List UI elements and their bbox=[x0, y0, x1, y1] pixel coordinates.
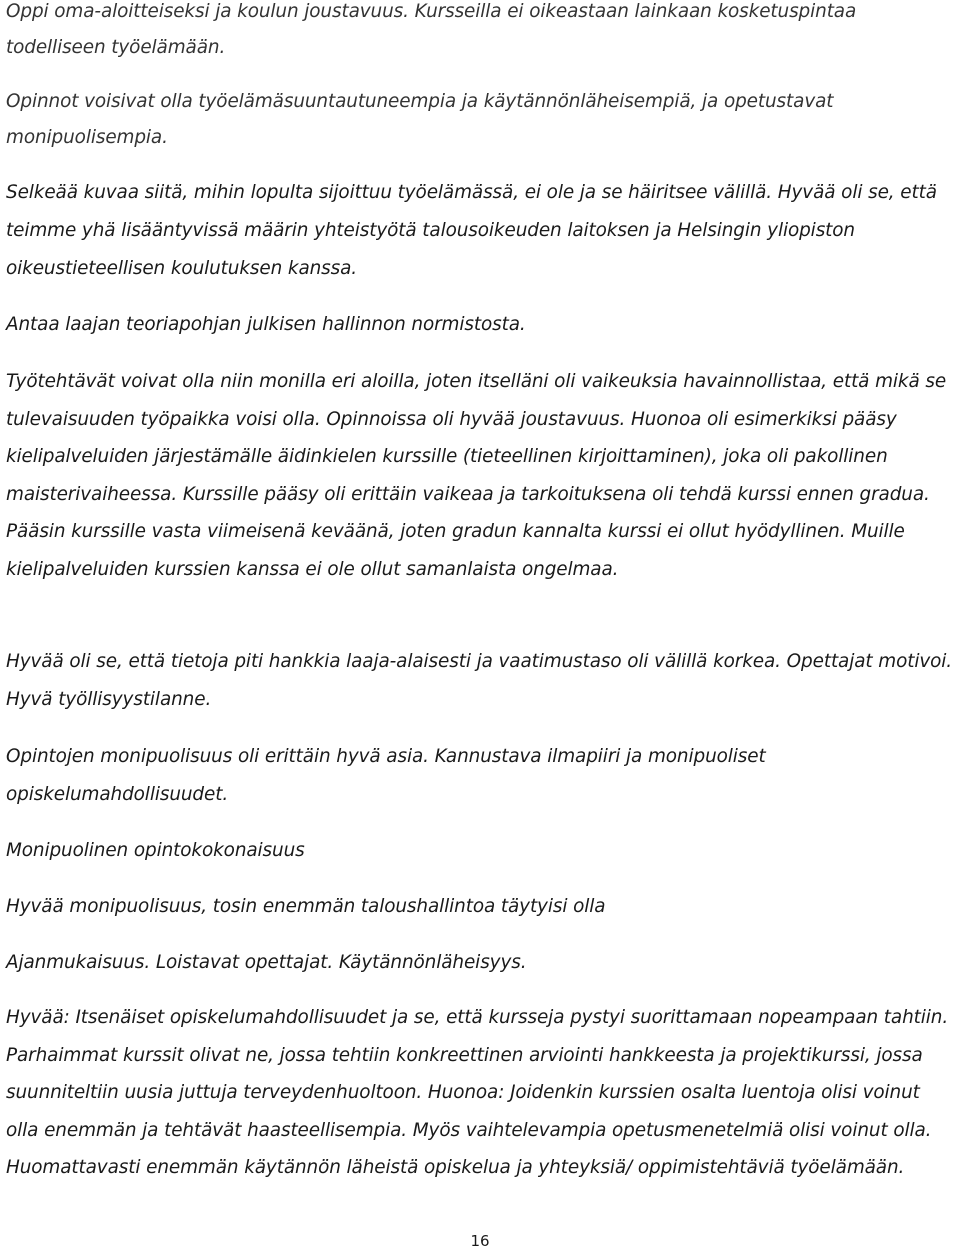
paragraph-2: Opinnot voisivat olla työelämäsuuntautuneempia ja käytännönläheisempiä, ja opetustavat monipuolisempia. bbox=[6, 91, 834, 148]
paragraph-6: Hyvää oli se, että tietoja piti hankkia laaja-alaisesti ja vaatimustaso oli välillä korkea. Opettajat motivoi. Hyvä työllisyystilanne. bbox=[6, 651, 953, 710]
paragraph-4: Antaa laajan teoriapohjan julkisen hallinnon normistosta. bbox=[6, 314, 526, 335]
paragraph-1: Oppi oma-aloitteiseksi ja koulun joustavuus. Kursseilla ei oikeastaan lainkaan kosketuspintaa todelliseen työelämään. bbox=[6, 1, 857, 58]
paragraph-9: Hyvää monipuolisuus, tosin enemmän taloushallintoa täytyisi olla bbox=[6, 896, 606, 917]
paragraph-11: Hyvää: Itsenäiset opiskelumahdollisuudet ja se, että kursseja pystyi suorittamaan nopeampaan tahtiin. Parhaimmat kurssit olivat ne, jossa tehtiin konkreettinen arviointi hankkeesta ja projektikurssi, jossa suunniteltiin uusia juttuja terveydenhuoltoon. Huonoa: Joidenkin kurssien osalta luentoja olisi voinut olla enemmän ja tehtävät haasteellisempia. Myös vaihtelevampia opetusmenetelmiä olisi voinut olla. Huomattavasti enemmän käytännön läheistä opiskelua ja yhteyksiä/ oppimistehtäviä työelämään. bbox=[6, 1007, 949, 1178]
paragraph-3: Selkeää kuvaa siitä, mihin lopulta sijoittuu työelämässä, ei ole ja se häiritsee välillä. Hyvää oli se, että teimme yhä lisääntyvissä määrin yhteistyötä talousoikeuden laitoksen ja Helsingin yliopiston oikeustieteellisen koulutuksen kanssa. bbox=[6, 182, 937, 279]
paragraph-7: Opintojen monipuolisuus oli erittäin hyvä asia. Kannustava ilmapiiri ja monipuoliset opiskelumahdollisuudet. bbox=[6, 746, 766, 805]
paragraph-8: Monipuolinen opintokokonaisuus bbox=[6, 840, 305, 861]
paragraph-5: Työtehtävät voivat olla niin monilla eri aloilla, joten itselläni oli vaikeuksia havainnollistaa, että mikä se tulevaisuuden työpaikka voisi olla. Opinnoissa oli hyvää joustavuus. Huonoa oli esimerkiksi pääsy kielipalveluiden järjestämälle äidinkielen kurssille (tieteellinen kirjoittaminen), joka oli pakollinen maisterivaiheessa. Kurssille pääsy oli erittäin vaikeaa ja tarkoituksena oli tehdä kurssi ennen gradua. Pääsin kurssille vasta viimeisenä keväänä, joten gradun kannalta kurssi ei ollut hyödyllinen. Muille kielipalveluiden kurssien kanssa ei ole ollut samanlaista ongelmaa. bbox=[6, 371, 947, 580]
page-number: 16 bbox=[470, 1232, 490, 1250]
paragraph-10: Ajanmukaisuus. Loistavat opettajat. Käytännönläheisyys. bbox=[6, 952, 527, 973]
